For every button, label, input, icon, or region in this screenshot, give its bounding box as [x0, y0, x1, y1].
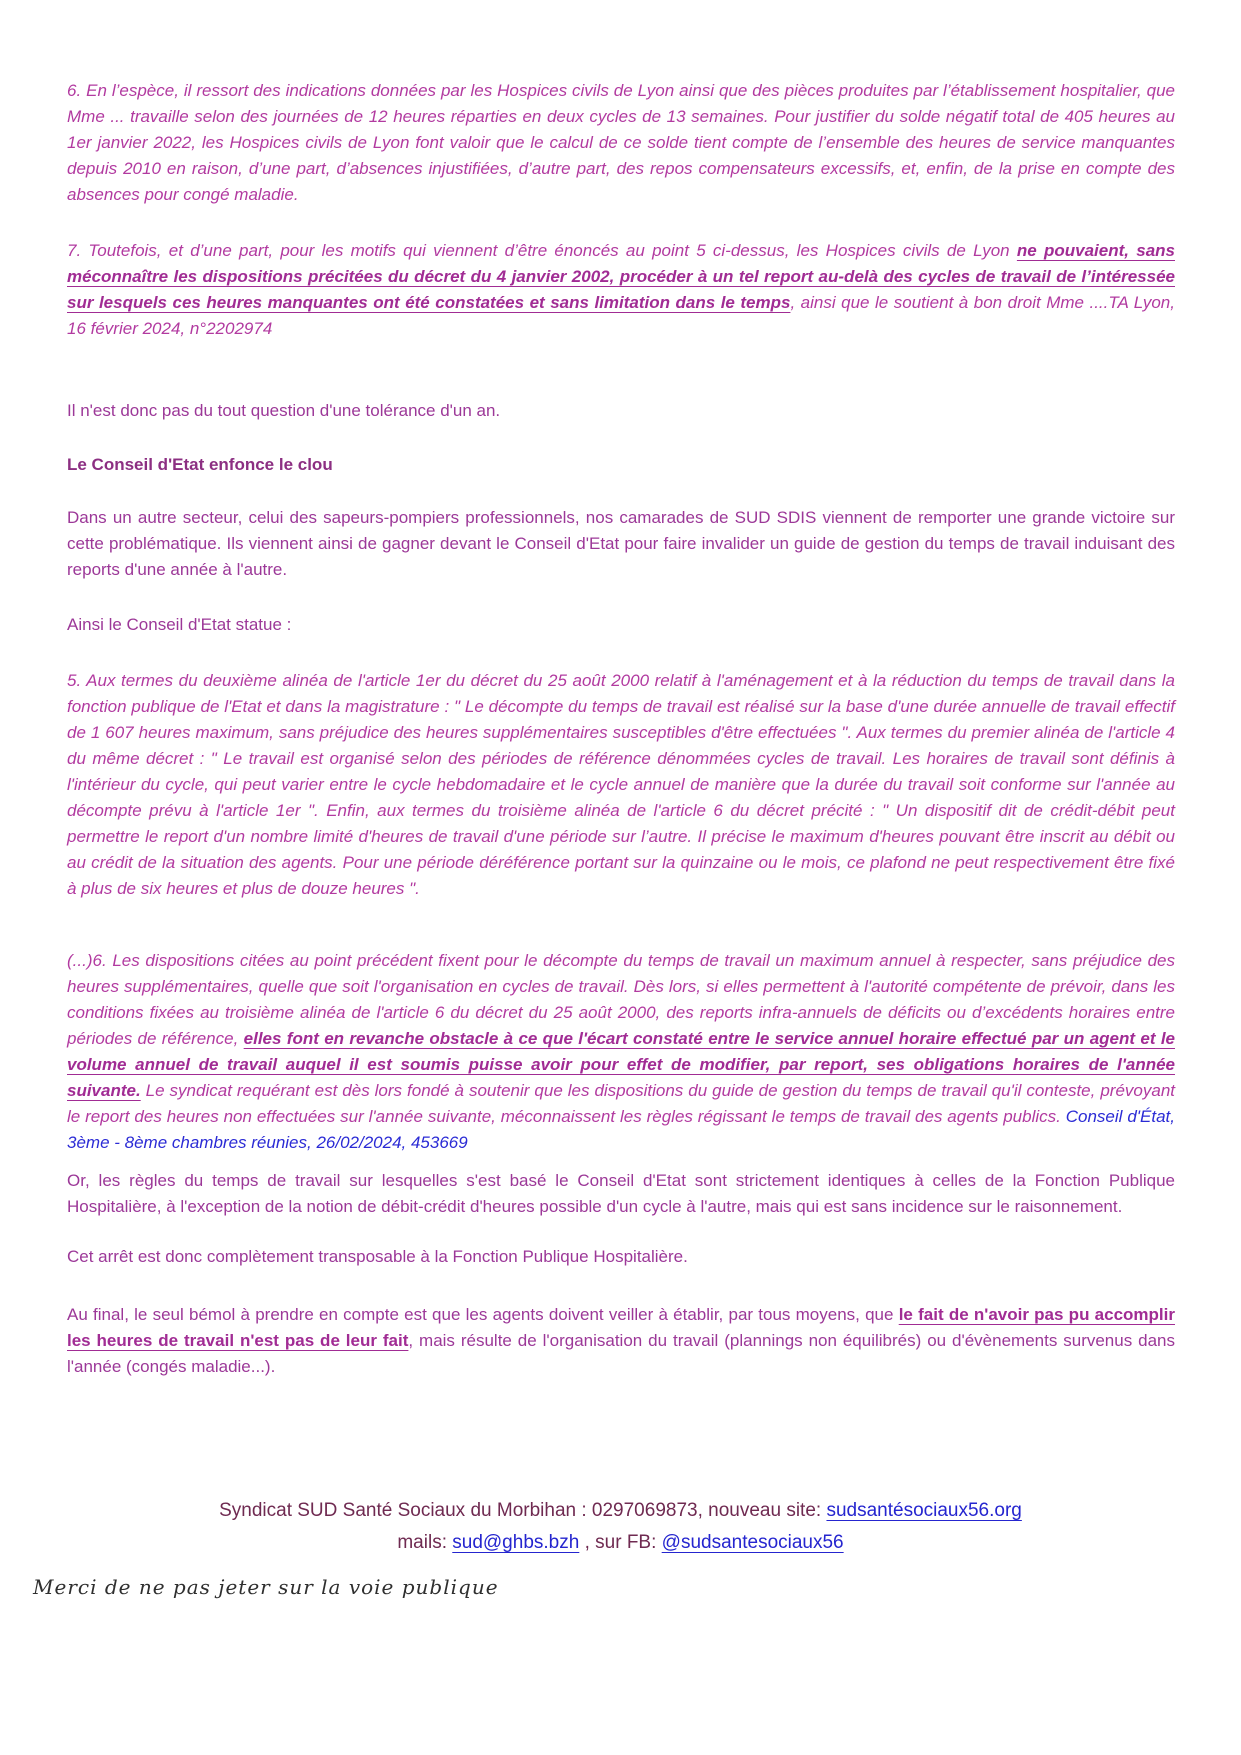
footer	[0, 1495, 1241, 1559]
handwritten-note: Merci de ne pas jeter sur la voie publique	[33, 1575, 499, 1599]
text-run: 7. Toutefois, et d’une part, pour les motifs qui viennent d’être énoncés au point 5 ci-dessus, les Hospices civils de Lyon	[67, 241, 1017, 260]
heading-conseil-etat	[67, 452, 1175, 478]
text-run: (...)6. Les dispositions citées au point précédent fixent pour le décompte du temps de travail un maximum annuel à respecter, sans préjudice des heures supplémentaires, quelle que soit l'organisation en cycles de travail. Dès lors, si elles permettent à l'autorité compétente de prévoir, dans les conditions fixées au troisième alinéa de l'article 6 du décret du 25 août 2000, des reports infra-annuels de déficits ou d’excédents horaires entre périodes de référence,	[67, 951, 1175, 1048]
text-run: Il n'est donc pas du tout question d'une tolérance d'un an.	[67, 401, 501, 420]
text-run: Syndicat SUD Santé Sociaux du Morbihan : 0297069873, nouveau site:	[219, 1500, 827, 1521]
paragraph-point-7-ta-lyon	[67, 238, 1175, 342]
text-run: Cet arrêt est donc complètement transposable à la Fonction Publique Hospitalière.	[67, 1247, 688, 1266]
text-run: Or, les règles du temps de travail sur lesquelles s'est basé le Conseil d'Etat sont strictement identiques à celles de la Fonction Publique Hospitalière, à l'exception de la notion de débit-crédit d'heures possible d'un cycle à l'autre, mais qui est sans incidence sur le raisonnement.	[67, 1171, 1175, 1216]
paragraph-sapeurs-pompiers	[67, 505, 1175, 583]
footer-link[interactable]: sudsantésociaux56.org	[826, 1500, 1022, 1521]
paragraph-point-5-decret	[67, 668, 1175, 902]
text-run: Au final, le seul bémol à prendre en compte est que les agents doivent veiller à établir, par tous moyens, que	[67, 1305, 899, 1324]
text-run: Le Conseil d'Etat enfonce le clou	[67, 455, 333, 474]
text-run: mails:	[397, 1532, 453, 1553]
text-run: Ainsi le Conseil d'Etat statue :	[67, 615, 292, 634]
text-run: 6. En l’espèce, il ressort des indications données par les Hospices civils de Lyon ainsi que des pièces produites par l’établissement hospitalier, que Mme ... travaille selon des journées de 12 heures réparties en deux cycles de 13 semaines. Pour justifier du solde négatif total de 405 heures au 1er janvier 2022, les Hospices civils de Lyon font valoir que le calcul de ce solde tient compte de l’ensemble des heures de service manquantes depuis 2010 en raison, d’une part, d’absences injustifiées, d’autre part, des repos compensateurs excessifs, et, enfin, de la prise en compte des absences pour congé maladie.	[67, 81, 1175, 204]
text-run: Conseil d'État, 3ème - 8ème chambres réunies, 26/02/2024, 453669	[67, 1107, 1175, 1152]
text-run: ne pouvaient, sans méconnaître les dispositions précitées du décret du 4 janvier 2002, procéder à un tel report au-delà des cycles de travail de l’intéressée sur lesquels ces heures manquantes ont été constatées et sans limitation dans le temps	[67, 241, 1175, 312]
footer-contact-line	[0, 1495, 1241, 1527]
paragraph-tolerance	[67, 398, 1175, 424]
paragraph-regles-identiques	[67, 1168, 1175, 1220]
paragraph-au-final	[67, 1302, 1175, 1380]
paragraph-point-6-ta-lyon	[67, 78, 1175, 208]
text-run: Le syndicat requérant est dès lors fondé à soutenir que les dispositions du guide de gestion du temps de travail qu'il conteste, prévoyant le report des heures non effectuées sur l'année suivante, méconnaissent les règles régissant le temps de travail des agents publics.	[67, 1081, 1175, 1126]
footer-social-line	[0, 1527, 1241, 1559]
text-run: 5. Aux termes du deuxième alinéa de l'article 1er du décret du 25 août 2000 relatif à l'aménagement et à la réduction du temps de travail dans la fonction publique de l'Etat et dans la magistrature : " Le décompte du temps de travail est réalisé sur la base d'une durée annuelle de travail effectif de 1 607 heures maximum, sans préjudice des heures supplémentaires susceptibles d'être effectuées ". Aux termes du premier alinéa de l'article 4 du même décret : " Le travail est organisé selon des périodes de référence dénommées cycles de travail. Les horaires de travail sont définis à l'intérieur du cycle, qui peut varier entre le cycle hebdomadaire et le cycle annuel de manière que la durée du travail soit conforme sur l'année au décompte prévu à l'article 1er ". Enfin, aux termes du troisième alinéa de l'article 6 du décret précité : " Un dispositif dit de crédit-débit peut permettre le report d'un nombre limité d'heures de travail d'une période sur l’autre. Il précise le maximum d'heures pouvant être inscrit au débit ou au crédit de la situation des agents. Pour une période déréférence portant sur la quinzaine ou le mois, ce plafond ne peut respectivement être fixé à plus de six heures et plus de douze heures ".	[67, 671, 1175, 898]
paragraph-transposable	[67, 1244, 1175, 1270]
footer-link[interactable]: @sudsantesociaux56	[661, 1532, 844, 1553]
text-run: , mais résulte de l'organisation du travail (plannings non équilibrés) ou d'évènements survenus dans l'année (congés maladie...).	[67, 1331, 1175, 1376]
paragraph-ainsi-statue	[67, 612, 1175, 638]
text-run: , sur FB:	[579, 1532, 662, 1553]
paragraph-point-6-conseil-etat	[67, 948, 1175, 1156]
text-run: le fait de n'avoir pas pu accomplir les heures de travail n'est pas de leur fait	[67, 1305, 1175, 1350]
text-run: Dans un autre secteur, celui des sapeurs-pompiers professionnels, nos camarades de SUD SDIS viennent de remporter une grande victoire sur cette problématique. Ils viennent ainsi de gagner devant le Conseil d'Etat pour faire invalider un guide de gestion du temps de travail induisant des reports d'une année à l'autre.	[67, 508, 1175, 579]
text-run: elles font en revanche obstacle à ce que l'écart constaté entre le service annuel horaire effectué par un agent et le volume annuel de travail auquel il est soumis puisse avoir pour effet de modifier, par report, ses obligations horaires de l'année suivante.	[67, 1029, 1175, 1100]
footer-link[interactable]: sud@ghbs.bzh	[452, 1532, 580, 1553]
text-run: , ainsi que le soutient à bon droit Mme ....TA Lyon, 16 février 2024, n°2202974	[67, 293, 1175, 338]
